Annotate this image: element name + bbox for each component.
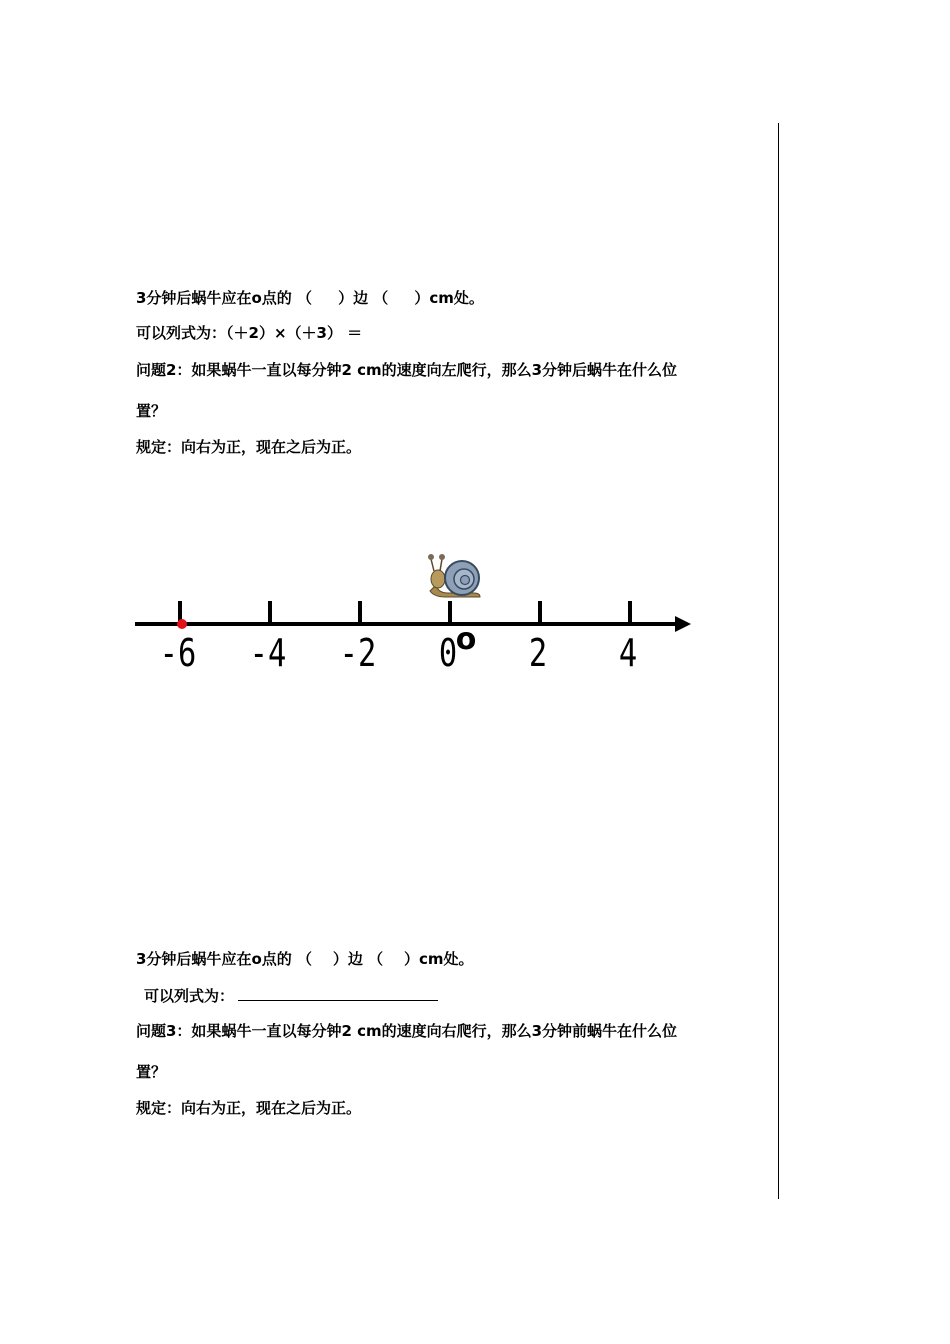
tick-label: -6 xyxy=(159,631,197,676)
snail-position-question-1: 3分钟后蜗牛应在o点的 （ ）边 （ ）cm处。 xyxy=(136,289,484,307)
question-3-text-cont: 置？ xyxy=(136,1063,167,1081)
question-3-text: 问题3：如果蜗牛一直以每分钟2 cm的速度向右爬行，那么3分钟前蜗牛在什么位 xyxy=(136,1022,678,1040)
rule-text-1: 规定：向右为正，现在之后为正。 xyxy=(136,438,362,456)
tick-label: 0 xyxy=(438,631,458,676)
question-2-text: 问题2：如果蜗牛一直以每分钟2 cm的速度向左爬行，那么3分钟后蜗牛在什么位 xyxy=(136,361,678,379)
question-2-text-cont: 置？ xyxy=(136,402,167,420)
tick-label: -2 xyxy=(339,631,377,676)
number-line-figure xyxy=(130,545,700,680)
tick-group xyxy=(160,601,637,676)
snail-icon xyxy=(428,554,480,597)
tick-label: 4 xyxy=(618,631,638,676)
rule-text-2: 规定：向右为正，现在之后为正。 xyxy=(136,1099,362,1117)
axis-arrow-icon xyxy=(675,616,691,632)
tick-label: -4 xyxy=(249,631,287,676)
formula-line-2 xyxy=(144,986,438,1006)
origin-label: o xyxy=(455,622,477,657)
page-margin-rule xyxy=(778,123,779,1199)
formula-line-1: 可以列式为：（＋2）×（＋3） ＝ xyxy=(136,324,363,342)
marked-point-dot xyxy=(177,619,187,629)
formula-label-2: 可以列式为： xyxy=(144,987,235,1005)
tick-label: 2 xyxy=(528,631,548,676)
formula-answer-blank[interactable] xyxy=(238,986,438,1001)
snail-position-question-2: 3分钟后蜗牛应在o点的 （ ）边 （ ）cm处。 xyxy=(136,950,474,968)
